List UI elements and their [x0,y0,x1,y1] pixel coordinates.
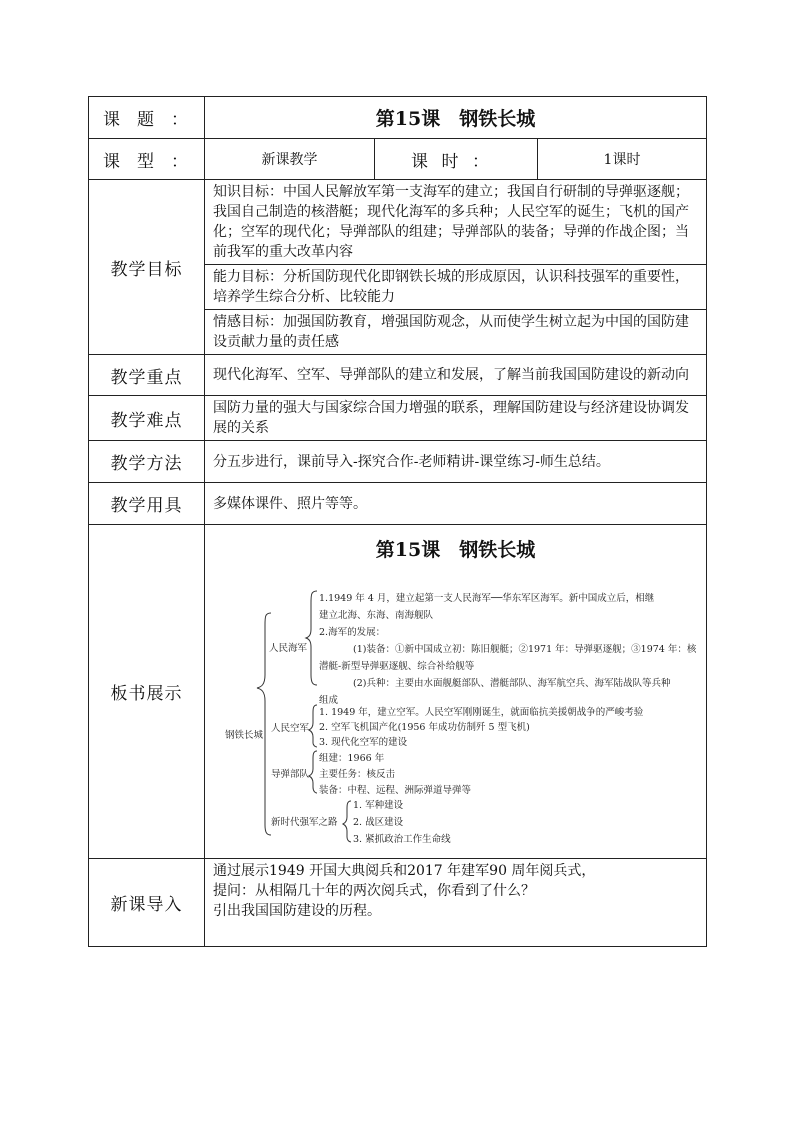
navy-line: (2)兵种：主要由水面舰艇部队、潜艇部队、海军航空兵、海军陆战队等兵种 [353,678,671,689]
difficulties-row [89,396,707,441]
topic-row [89,97,707,139]
board-label: 板书展示 [89,525,205,859]
methods-text: 分五步进行，课前导入-探究合作-老师精讲-课堂练习-师生总结。 [205,441,707,483]
navy-line: (1)装备：①新中国成立初：陈旧舰艇；②1971 年：导弹驱逐舰；③1974 年：核 [353,644,697,655]
airforce-line: 3. 现代化空军的建设 [319,737,408,748]
mindmap-root: 钢铁长城 [225,730,264,741]
mindmap-svg [205,525,705,858]
newera-line: 2. 战区建设 [353,817,404,828]
tools-row [89,483,707,525]
intro-line: 引出我国国防建设的历程。 [213,903,381,919]
ability-goal: 能力目标：分析国防现代化即钢铁长城的形成原因，认识科技强军的重要性，培养学生综合分析、比较能力 [205,265,707,310]
type-value: 新课教学 [205,139,375,180]
airforce-line: 2. 空军飞机国产化(1956 年成功仿制歼 5 型飞机) [319,722,530,733]
navy-line: 潜艇-新型导弹驱逐舰、综合补给舰等 [319,661,475,672]
intro-row [89,859,707,947]
navy-line: 1.1949 年 4 月，建立起第一支人民海军──华东军区海军。新中国成立后，相继 [319,593,655,604]
board-row [89,525,707,859]
navy-line: 组成 [319,695,339,706]
intro-text [205,859,707,947]
missile-line: 主要任务：核反击 [319,769,396,780]
methods-label: 教学方法 [89,441,205,483]
lesson-plan-table [88,96,707,947]
branch-airforce: 人民空军 [271,723,310,734]
board-cell [205,525,707,859]
emotion-goal: 情感目标：加强国防教育，增强国防观念，从而使学生树立起为中国的国防建设贡献力量的责任感 [205,310,707,355]
airforce-brace [309,705,317,747]
key-points-label: 教学重点 [89,355,205,396]
branch-missile: 导弹部队 [271,769,310,780]
knowledge-goal: 知识目标：中国人民解放军第一支海军的建立；我国自行研制的导弹驱逐舰；我国自己制造的核潜艇；现代化海军的多兵种；人民空军的诞生；飞机的国产化；空军的现代化；导弹部队的组建；导弹部队的装备；导弹的作战企图；当前我军的重大改革内容 [205,180,707,265]
type-label: 课型： [89,139,205,180]
goals-knowledge-row [89,180,707,265]
tools-label: 教学用具 [89,483,205,525]
goals-label: 教学目标 [89,180,205,355]
key-points-row [89,355,707,396]
topic-label: 课题： [89,97,205,139]
navy-line: 2.海军的发展： [319,627,386,638]
intro-line: 通过展示1949 开国大典阅兵和2017 年建军90 周年阅兵式， [213,863,596,879]
airforce-line: 1. 1949 年，建立空军。人民空军刚刚诞生，就面临抗美援朝战争的严峻考验 [319,707,644,718]
navy-brace [306,591,317,685]
intro-label: 新课导入 [89,859,205,947]
board-title: 第15课 钢铁长城 [375,539,536,561]
missile-line: 组建：1966 年 [319,753,385,764]
methods-row [89,441,707,483]
branch-navy: 人民海军 [269,643,308,654]
intro-line: 提问：从相隔几十年的两次阅兵式，你看到了什么？ [213,883,535,899]
missile-line: 装备：中程、远程、洲际弹道导弹等 [319,785,472,796]
missile-brace [309,751,317,793]
hours-label: 课时： [375,139,538,180]
type-row [89,139,707,180]
branch-newera: 新时代强军之路 [271,817,338,828]
board-diagram [205,525,706,858]
tools-text: 多媒体课件、照片等等。 [205,483,707,525]
navy-line: 建立北海、东海、南海舰队 [319,610,434,621]
lesson-title: 第15课 钢铁长城 [205,97,707,139]
key-points-text: 现代化海军、空军、导弹部队的建立和发展，了解当前我国国防建设的新动向 [205,355,707,396]
difficulties-text: 国防力量的强大与国家综合国力增强的联系，理解国防建设与经济建设协调发展的关系 [205,396,707,441]
newera-line: 1. 军种建设 [353,800,404,811]
newera-line: 3. 紧抓政治工作生命线 [353,834,451,845]
difficulties-label: 教学难点 [89,396,205,441]
newera-brace [343,801,351,842]
hours-value: 1课时 [538,139,707,180]
